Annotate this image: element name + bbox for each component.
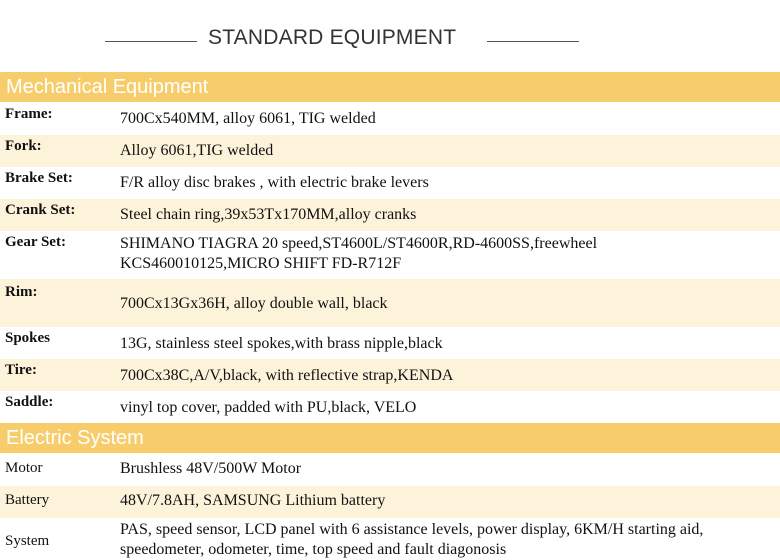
spec-label: Battery <box>5 492 50 508</box>
section-heading-electric: Electric System <box>0 423 780 453</box>
spec-row-system <box>0 518 780 560</box>
spec-row-crank-set <box>0 199 780 231</box>
spec-value: F/R alloy disc brakes , with electric brake levers <box>120 174 429 191</box>
spec-label: Tire: <box>5 362 37 378</box>
spec-value: vinyl top cover, padded with PU,black, VELO <box>120 399 417 416</box>
spec-label: Gear Set: <box>5 234 66 250</box>
spec-row-saddle <box>0 391 780 423</box>
spec-row-frame <box>0 103 780 135</box>
spec-label: Crank Set: <box>5 202 76 218</box>
spec-value: PAS, speed sensor, LCD panel with 6 assistance levels, power display, 6KM/H starting aid, speedometer, odometer, time, top speed and fault diagonosis <box>120 521 704 558</box>
spec-label: Frame: <box>5 106 53 122</box>
spec-row-brake-set <box>0 167 780 199</box>
title-rule-right <box>487 41 579 42</box>
spec-value: 48V/7.8AH, SAMSUNG Lithium battery <box>120 492 386 509</box>
spec-value: 700Cx38C,A/V,black, with reflective strap,KENDA <box>120 367 454 384</box>
document-title: STANDARD EQUIPMENT <box>208 26 457 49</box>
spec-value: Alloy 6061,TIG welded <box>120 142 274 159</box>
spec-value: 700Cx540MM, alloy 6061, TIG welded <box>120 110 376 127</box>
spec-row-gear-set <box>0 231 780 279</box>
spec-value: Steel chain ring,39x53Tx170MM,alloy cranks <box>120 206 417 223</box>
spec-label: Spokes <box>5 330 51 346</box>
title-rule-left <box>105 41 197 42</box>
spec-row-spokes <box>0 327 780 359</box>
document-title-block <box>0 26 780 56</box>
spec-row-rim <box>0 279 780 327</box>
spec-value: SHIMANO TIAGRA 20 speed,ST4600L/ST4600R,RD-4600SS,freewheel KCS460010125,MICRO SHIFT FD-R712F <box>120 235 598 272</box>
section-heading-mechanical: Mechanical Equipment <box>0 72 780 102</box>
spec-label: Fork: <box>5 138 42 154</box>
spec-label: Motor <box>5 460 43 476</box>
spec-label: Brake Set: <box>5 170 73 186</box>
spec-value: 13G, stainless steel spokes,with brass nipple,black <box>120 335 443 352</box>
spec-value: Brushless 48V/500W Motor <box>120 460 302 477</box>
spec-row-battery <box>0 486 780 518</box>
spec-row-tire <box>0 359 780 391</box>
spec-row-fork <box>0 135 780 167</box>
spec-row-motor <box>0 454 780 486</box>
spec-value: 700Cx13Gx36H, alloy double wall, black <box>120 295 388 312</box>
spec-label: Rim: <box>5 284 38 300</box>
spec-label: System <box>5 533 50 549</box>
spec-label: Saddle: <box>5 394 54 410</box>
